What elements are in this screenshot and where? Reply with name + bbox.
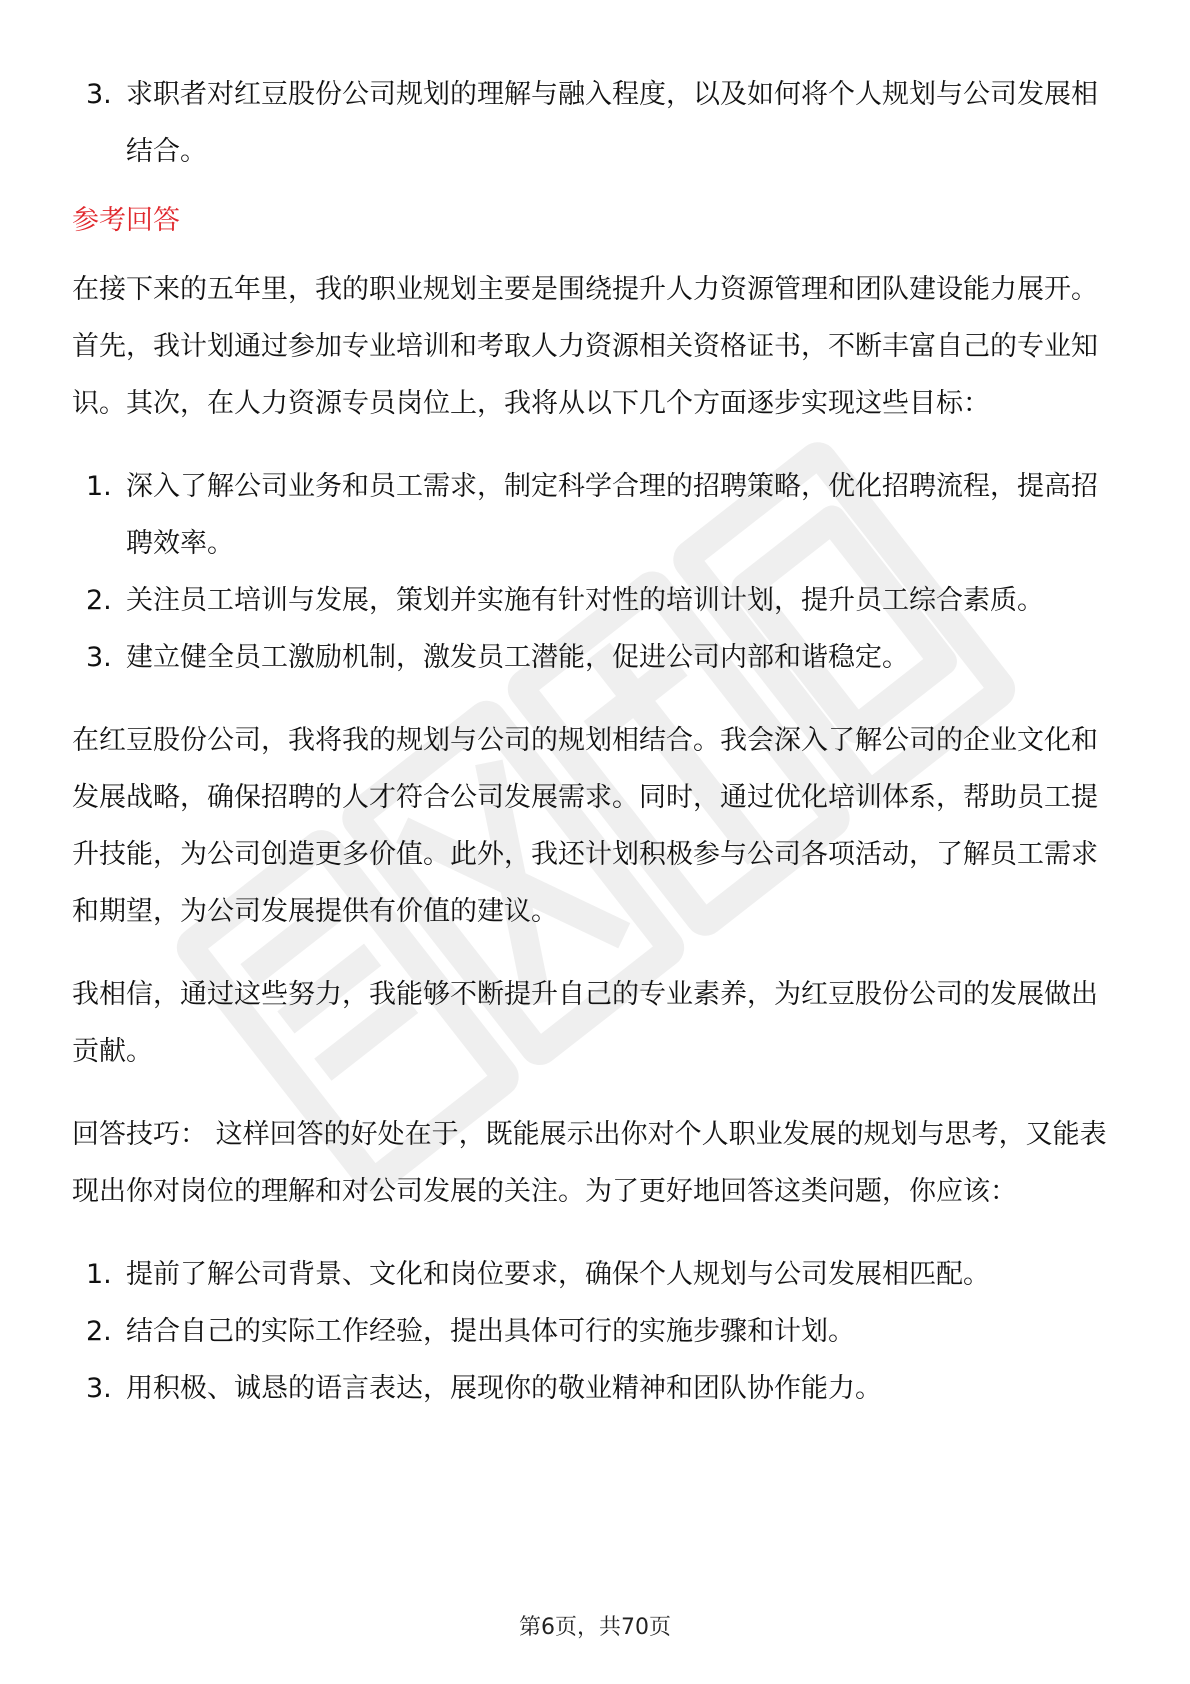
answer-paragraph-2: 在红豆股份公司，我将我的规划与公司的规划相结合。我会深入了解公司的企业文化和发展战略，确保招聘的人才符合公司发展需求。同时，通过优化培训体系，帮助员工提升技能，为公司创造更多价值。此外，我还计划积极参与公司各项活动，了解员工需求和期望，为公司发展提供有价值的建议。 [72,725,1098,927]
list-item [72,66,1122,180]
goals-list [72,458,1122,686]
list-number: 3. [86,79,112,110]
list-number: 1. [86,471,112,502]
answer-paragraph-3: 我相信，通过这些努力，我能够不断提升自己的专业素养，为红豆股份公司的发展做出贡献。 [72,979,1098,1067]
list-text: 深入了解公司业务和员工需求，制定科学合理的招聘策略，优化招聘流程，提高招聘效率。 [126,471,1098,559]
tips-list [72,1246,1122,1417]
section-heading: 参考回答 [72,205,180,236]
list-item [72,572,1122,629]
list-number: 3. [86,642,112,673]
list-item [72,458,1122,572]
list-item [72,1246,1122,1303]
list-number: 2. [86,1316,112,1347]
list-item [72,629,1122,686]
list-number: 3. [86,1373,112,1404]
list-text: 结合自己的实际工作经验，提出具体可行的实施步骤和计划。 [126,1316,855,1347]
list-item [72,1360,1122,1417]
list-text: 求职者对红豆股份公司规划的理解与融入程度，以及如何将个人规划与公司发展相结合。 [126,79,1098,167]
content-area [72,66,1122,1417]
list-text: 关注员工培训与发展，策划并实施有针对性的培训计划，提升员工综合素质。 [126,585,1044,616]
page-footer: 第6页，共70页 [519,1615,671,1640]
list-text: 提前了解公司背景、文化和岗位要求，确保个人规划与公司发展相匹配。 [126,1259,990,1290]
list-number: 1. [86,1259,112,1290]
list-text: 建立健全员工激励机制，激发员工潜能，促进公司内部和谐稳定。 [126,642,909,673]
answer-paragraph-1: 在接下来的五年里，我的职业规划主要是围绕提升人力资源管理和团队建设能力展开。首先，我计划通过参加专业培训和考取人力资源相关资格证书，不断丰富自己的专业知识。其次，在人力资源专员岗位上，我将从以下几个方面逐步实现这些目标： [72,274,1098,419]
tips-paragraph: 回答技巧： 这样回答的好处在于，既能展示出你对个人职业发展的规划与思考，又能表现出你对岗位的理解和对公司发展的关注。为了更好地回答这类问题，你应该： [72,1119,1107,1207]
intro-list [72,66,1122,180]
list-text: 用积极、诚恳的语言表达，展现你的敬业精神和团队协作能力。 [126,1373,882,1404]
list-item [72,1303,1122,1360]
list-number: 2. [86,585,112,616]
